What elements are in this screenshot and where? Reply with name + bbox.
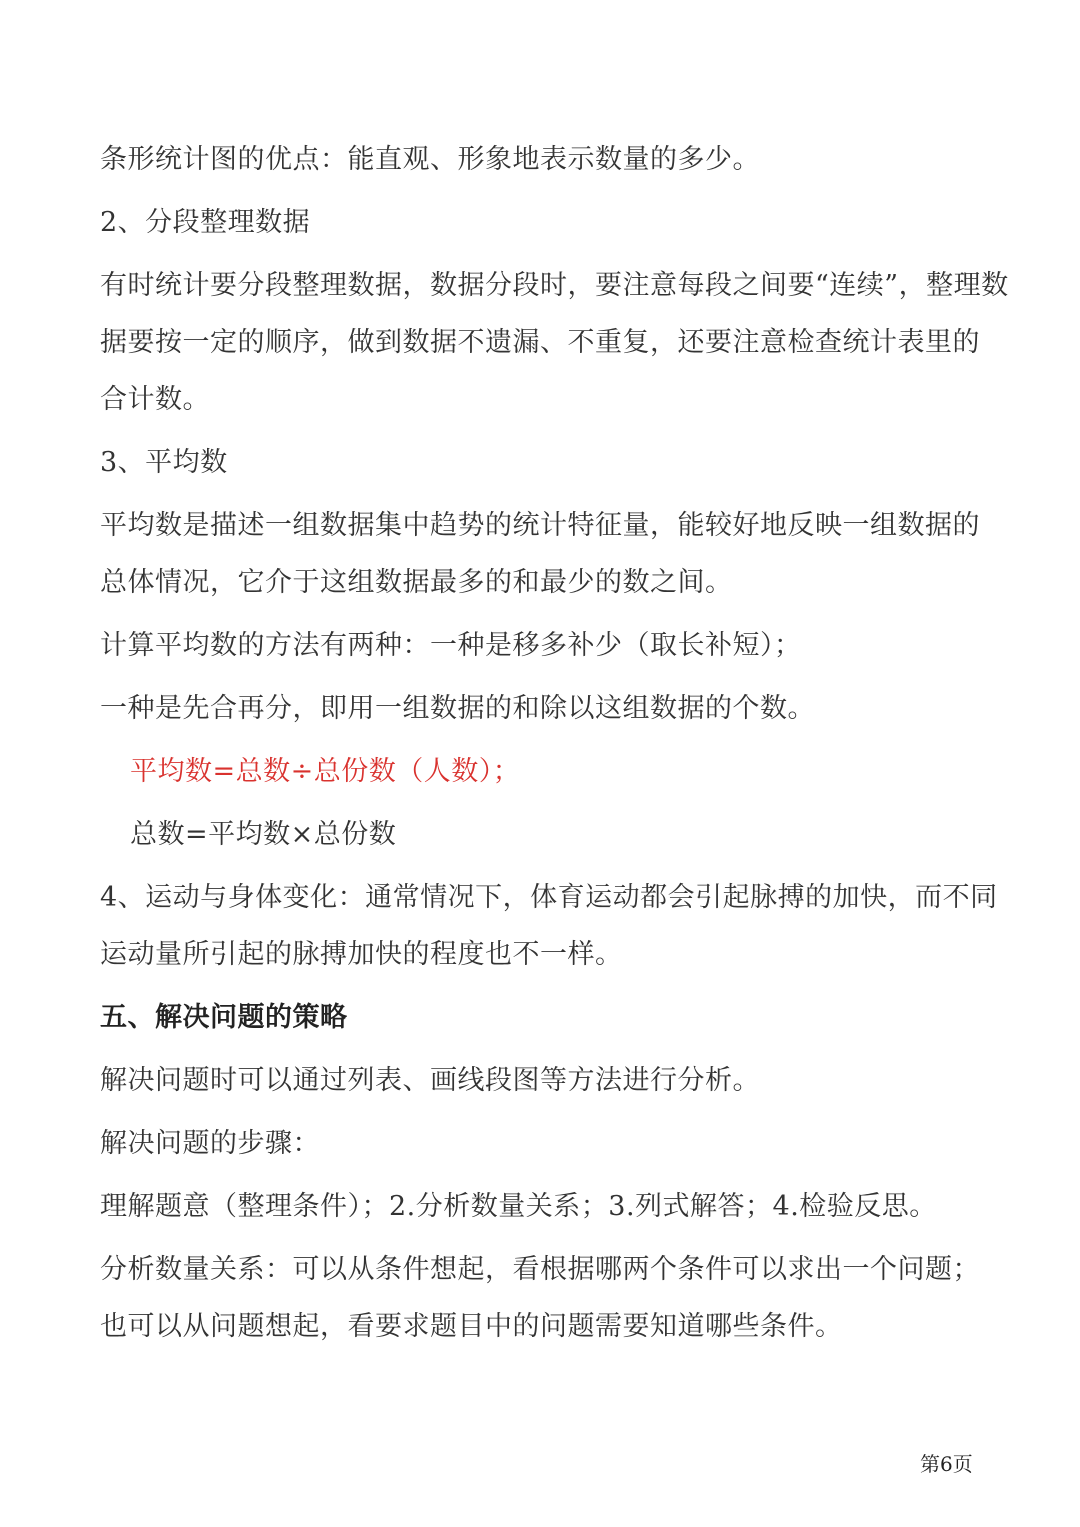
paragraph-line: 据要按一定的顺序，做到数据不遗漏、不重复，还要注意检查统计表里的 bbox=[100, 327, 980, 358]
steps-heading: 解决问题的步骤： bbox=[100, 1128, 320, 1159]
paragraph-line: 分析数量关系：可以从条件想起，看根据哪两个条件可以求出一个问题； bbox=[100, 1254, 980, 1285]
paragraph-line: 4、运动与身体变化：通常情况下，体育运动都会引起脉搏的加快，而不同 bbox=[100, 882, 998, 913]
average-formula-highlight: 平均数=总数÷总份数（人数）； bbox=[130, 756, 521, 787]
section-heading-segment-data: 2、分段整理数据 bbox=[100, 207, 311, 238]
total-formula: 总数=平均数×总份数 bbox=[130, 819, 397, 850]
section-heading-average: 3、平均数 bbox=[100, 447, 228, 478]
steps-list: 理解题意（整理条件）；2.分析数量关系；3.列式解答；4.检验反思。 bbox=[100, 1191, 937, 1222]
page-number: 第6页 bbox=[920, 1452, 973, 1476]
paragraph-line: 解决问题时可以通过列表、画线段图等方法进行分析。 bbox=[100, 1065, 760, 1096]
paragraph-line: 计算平均数的方法有两种：一种是移多补少（取长补短）； bbox=[100, 630, 802, 661]
section-heading-strategy: 五、解决问题的策略 bbox=[100, 1002, 348, 1033]
paragraph-line: 有时统计要分段整理数据，数据分段时，要注意每段之间要“连续”，整理数 bbox=[100, 270, 1009, 301]
paragraph-line: 也可以从问题想起，看要求题目中的问题需要知道哪些条件。 bbox=[100, 1311, 843, 1342]
paragraph-line: 总体情况，它介于这组数据最多的和最少的数之间。 bbox=[100, 567, 733, 598]
paragraph-line: 平均数是描述一组数据集中趋势的统计特征量，能较好地反映一组数据的 bbox=[100, 510, 980, 541]
paragraph-line: 运动量所引起的脉搏加快的程度也不一样。 bbox=[100, 939, 623, 970]
bar-chart-advantage-text: 条形统计图的优点：能直观、形象地表示数量的多少。 bbox=[100, 144, 760, 175]
paragraph-line: 一种是先合再分，即用一组数据的和除以这组数据的个数。 bbox=[100, 693, 815, 724]
paragraph-line: 合计数。 bbox=[100, 384, 210, 415]
